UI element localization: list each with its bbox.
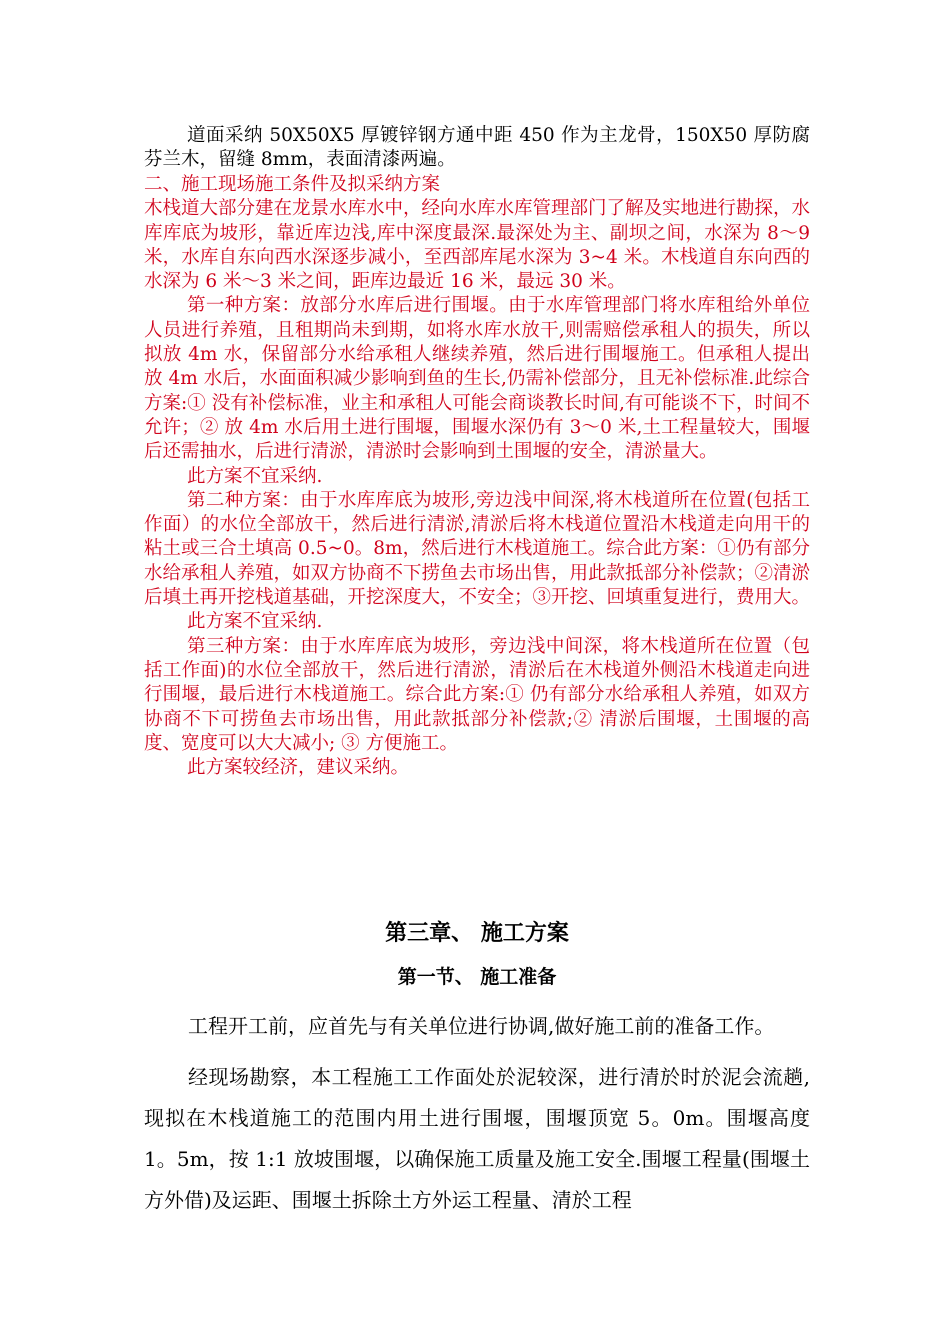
- plan-three-paragraph: 第三种方案：由于水库库底为坡形，旁边浅中间深，将木栈道所在位置（包括工作面)的水位全部放干，然后进行清淤，清淤后在木栈道外侧沿木栈道走向进行围堰，最后进行木栈道施工。综合此方案:① 仍有部分水给承租人养殖，如双方协商不下可捞鱼去市场出售，用此款抵部分补偿款;② 清淤后围堰，土围堰的高度、宽度可以大大减小; ③ 方便施工。: [144, 635, 810, 754]
- section-title: 第一节、 施工准备: [397, 966, 557, 988]
- chapter-body: [144, 1006, 810, 1231]
- plan-one-paragraph: 第一种方案：放部分水库后进行围堰。由于水库管理部门将水库租给外单位人员进行养殖，且租期尚未到期，如将水库水放干,则需赔偿承租人的损失，所以拟放 4m 水，保留部分水给承租人继续养殖，然后进行围堰施工。但承租人提出放 4m 水后，水面面积减少影响到鱼的生长,仍需补偿部分，且无补偿标准.此综合方案:① 没有补偿标准，业主和承租人可能会商谈教长时间,有可能谈不下，时间不允许；② 放 4m 水后用土进行围堰，围堰水深仍有 3～0 米,土工程量较大，围堰后还需抽水，后进行清淤，清淤时会影响到土围堰的安全，清淤量大。: [144, 295, 810, 463]
- section-intro: [144, 124, 810, 173]
- plan-two-paragraph: 第二种方案：由于水库库底为坡形,旁边浅中间深,将木栈道所在位置(包括工作面）的水位全部放干，然后进行清淤,清淤后将木栈道位置沿木栈道走向用干的粘土或三合土填高 0.5~0。8m，然后进行木栈道施工。综合此方案：①仍有部分水给承租人养殖，如双方协商不下捞鱼去市场出售，用此款抵部分补偿款；②清淤后填土再开挖栈道基础，开挖深度大，不安全；③开挖、回填重复进行，费用大。: [144, 489, 811, 609]
- section-two-heading: 二、施工现场施工条件及拟采纳方案: [144, 174, 441, 195]
- chapter-title: 第三章、 施工方案: [385, 920, 569, 946]
- section-two: [144, 173, 810, 780]
- plan-three-verdict: 此方案较经济，建议采纳。: [187, 757, 410, 779]
- site-conditions-paragraph: 木栈道大部分建在龙景水库水中，经向水库水库管理部门了解及实地进行勘探，水库库底为坡形，靠近库边浅,库中深度最深.最深处为主、副坝之间，水深为 8～9 米，水库自东向西水深逐步减小，至西部库尾水深为 3~4 米。木栈道自东向西的水深为 6 米～3 米之间，距库边最近 16 米，最远 30 米。: [144, 198, 811, 293]
- survey-paragraph: 经现场勘察，本工程施工工作面处於泥较深，进行清於时於泥会流趟,现拟在木栈道施工的范围内用土进行围堰，围堰顶宽 5。0m。围堰高度 1。5m，按 1:1 放坡围堰，以确保施工质量及施工安全.围堰工程量(围堰土方外借)及运距、围堰土拆除土方外运工程量、清於工程: [144, 1065, 810, 1212]
- preparation-paragraph: 工程开工前，应首先与有关单位进行协调,做好施工前的准备工作。: [188, 1014, 775, 1038]
- plan-two-verdict: 此方案不宜采纳.: [187, 611, 323, 633]
- intro-paragraph: 道面采纳 50X50X5 厚镀锌钢方通中距 450 作为主龙骨，150X50 厚防腐芬兰木，留缝 8mm，表面清漆两遍。: [144, 125, 810, 171]
- plan-one-verdict: 此方案不宜采纳.: [187, 465, 323, 487]
